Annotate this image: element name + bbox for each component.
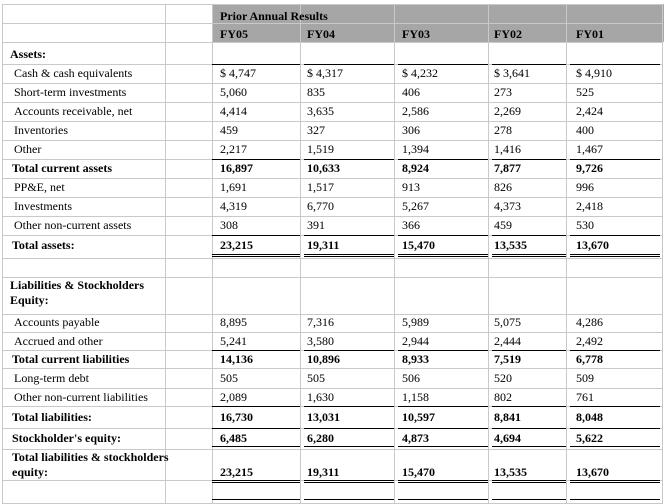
asset-row-value: 366 — [402, 218, 420, 232]
asset-row-value: $ 3,641 — [494, 66, 530, 80]
asset-row-value: 2,269 — [494, 104, 521, 118]
grid-line-horizontal — [2, 23, 662, 24]
double-underline — [398, 254, 488, 257]
asset-row-value: 8,924 — [402, 161, 429, 175]
total-liabilities-equity-value: 13,535 — [494, 465, 527, 479]
asset-row-value: 1,517 — [307, 180, 334, 194]
underline — [492, 350, 566, 351]
liability-row-label: Total liabilities: — [12, 410, 92, 424]
asset-row-value: 391 — [307, 218, 325, 232]
underline — [398, 64, 488, 65]
liability-row-value: 5,075 — [494, 315, 521, 329]
asset-row-value: $ 4,232 — [402, 66, 438, 80]
double-underline — [570, 254, 660, 257]
underline — [398, 499, 488, 500]
asset-row-value: 2,586 — [402, 104, 429, 118]
asset-row-value: 1,519 — [307, 142, 334, 156]
asset-row-value: 400 — [576, 123, 594, 137]
grid-line-horizontal — [2, 258, 662, 259]
asset-row-value: 4,319 — [220, 199, 247, 213]
underline — [492, 446, 566, 447]
liability-row-value: 8,841 — [494, 410, 521, 424]
liability-row-value: 4,694 — [494, 431, 521, 445]
asset-row-value: 996 — [576, 180, 594, 194]
year-header: FY05 — [220, 27, 248, 41]
asset-row-label: Total assets: — [12, 238, 75, 252]
double-underline — [304, 254, 394, 257]
liability-row-value: 3,580 — [307, 334, 334, 348]
liability-row-value: 2,944 — [402, 334, 429, 348]
total-liabilities-equity-label: Total liabilities & stockholders — [12, 450, 169, 464]
liability-row-value: 6,485 — [220, 431, 247, 445]
asset-row-value: 5,060 — [220, 85, 247, 99]
asset-row-value: 1,394 — [402, 142, 429, 156]
underline — [304, 235, 394, 236]
liability-row-value: 2,089 — [220, 390, 247, 404]
underline — [398, 350, 488, 351]
double-underline — [570, 480, 660, 483]
liability-row-value: 506 — [402, 371, 420, 385]
total-liabilities-equity-value: 19,311 — [307, 465, 340, 479]
asset-row-value: $ 4,747 — [220, 66, 256, 80]
asset-row-label: Cash & cash equivalents — [14, 66, 133, 80]
liability-row-value: 4,873 — [402, 431, 429, 445]
grid-line-horizontal — [2, 102, 662, 103]
underline — [304, 159, 394, 160]
liability-row-value: 10,896 — [307, 352, 340, 366]
asset-row-value: 23,215 — [220, 238, 253, 252]
liability-row-value: 802 — [494, 390, 512, 404]
asset-row-value: 835 — [307, 85, 325, 99]
total-liabilities-equity-value: 15,470 — [402, 465, 435, 479]
liability-row-value: 5,622 — [576, 431, 603, 445]
liability-row-value: 14,136 — [220, 352, 253, 366]
asset-row-value: 826 — [494, 180, 512, 194]
liability-row-value: 7,316 — [307, 315, 334, 329]
year-header: FY03 — [402, 27, 430, 41]
asset-row-value: 10,633 — [307, 161, 340, 175]
asset-row-value: 5,267 — [402, 199, 429, 213]
underline — [492, 64, 566, 65]
liability-row-value: 5,989 — [402, 315, 429, 329]
underline — [304, 499, 394, 500]
grid-line-horizontal — [2, 4, 662, 5]
underline — [570, 428, 660, 429]
asset-row-value: 15,470 — [402, 238, 435, 252]
asset-row-value: 406 — [402, 85, 420, 99]
total-liabilities-equity-value: 23,215 — [220, 465, 253, 479]
liability-row-label: Accounts payable — [14, 315, 100, 329]
underline — [570, 235, 660, 236]
grid-line-horizontal — [2, 388, 662, 389]
underline — [304, 446, 394, 447]
underline — [398, 235, 488, 236]
grid-line-horizontal — [2, 42, 662, 43]
asset-row-label: Inventories — [14, 123, 68, 137]
underline — [212, 499, 300, 500]
asset-row-value: 4,373 — [494, 199, 521, 213]
asset-row-value: 13,535 — [494, 238, 527, 252]
underline — [212, 406, 300, 407]
underline — [304, 428, 394, 429]
grid-line-vertical — [2, 4, 3, 504]
asset-row-value: 4,414 — [220, 104, 247, 118]
total-liabilities-equity-value: 13,670 — [576, 465, 609, 479]
liability-row-value: 8,895 — [220, 315, 247, 329]
liability-row-value: 10,597 — [402, 410, 435, 424]
double-underline — [398, 480, 488, 483]
underline — [492, 428, 566, 429]
asset-row-value: 459 — [220, 123, 238, 137]
underline — [398, 428, 488, 429]
grid-line-vertical — [488, 4, 489, 504]
grid-line-horizontal — [2, 121, 662, 122]
underline — [304, 350, 394, 351]
year-header: FY04 — [307, 27, 335, 41]
asset-row-value: 3,635 — [307, 104, 334, 118]
header-title: Prior Annual Results — [220, 9, 328, 23]
underline — [212, 350, 300, 351]
liability-row-label: Accrued and other — [14, 334, 103, 348]
liability-row-label: Long-term debt — [14, 371, 89, 385]
liability-row-value: 6,778 — [576, 352, 603, 366]
liability-row-label: Other non-current liabilities — [14, 390, 148, 404]
underline — [212, 235, 300, 236]
underline — [492, 235, 566, 236]
liability-row-value: 2,444 — [494, 334, 521, 348]
asset-row-label: Other non-current assets — [14, 218, 132, 232]
grid-line-horizontal — [2, 140, 662, 141]
liability-row-value: 8,933 — [402, 352, 429, 366]
asset-row-value: 913 — [402, 180, 420, 194]
underline — [304, 64, 394, 65]
asset-row-value: 19,311 — [307, 238, 340, 252]
asset-row-value: 16,897 — [220, 161, 253, 175]
grid-line-vertical — [662, 4, 663, 504]
liability-row-value: 505 — [307, 371, 325, 385]
asset-row-value: $ 4,910 — [576, 66, 612, 80]
asset-row-label: Other — [14, 142, 42, 156]
asset-row-value: 2,424 — [576, 104, 603, 118]
asset-row-value: 525 — [576, 85, 594, 99]
double-underline — [304, 480, 394, 483]
year-header: FY02 — [494, 27, 522, 41]
liabilities-heading: Liabilities & Stockholders — [10, 278, 145, 292]
liability-row-value: 13,031 — [307, 410, 340, 424]
asset-row-value: 2,217 — [220, 142, 247, 156]
underline — [492, 499, 566, 500]
asset-row-value: 2,418 — [576, 199, 603, 213]
liability-row-value: 16,730 — [220, 410, 253, 424]
asset-row-label: PP&E, net — [14, 180, 65, 194]
grid-line-horizontal — [2, 332, 662, 333]
liability-row-value: 2,492 — [576, 334, 603, 348]
underline — [398, 446, 488, 447]
underline — [570, 350, 660, 351]
liability-row-value: 520 — [494, 371, 512, 385]
asset-row-value: 1,416 — [494, 142, 521, 156]
underline — [492, 406, 566, 407]
asset-row-value: 9,726 — [576, 161, 603, 175]
asset-row-label: Short-term investments — [14, 85, 127, 99]
underline — [570, 499, 660, 500]
liability-row-value: 5,241 — [220, 334, 247, 348]
underline — [398, 159, 488, 160]
asset-row-value: 459 — [494, 218, 512, 232]
grid-line-horizontal — [2, 83, 662, 84]
underline — [212, 428, 300, 429]
grid-line-horizontal — [2, 178, 662, 179]
asset-row-label: Investments — [14, 199, 72, 213]
underline — [398, 406, 488, 407]
asset-row-value: 6,770 — [307, 199, 334, 213]
liability-row-value: 509 — [576, 371, 594, 385]
underline — [570, 64, 660, 65]
grid-line-vertical — [566, 4, 567, 504]
asset-row-value: 273 — [494, 85, 512, 99]
underline — [570, 406, 660, 407]
underline — [304, 406, 394, 407]
double-underline — [212, 480, 300, 483]
liability-row-value: 7,519 — [494, 352, 521, 366]
assets-heading: Assets: — [10, 47, 46, 61]
asset-row-value: 530 — [576, 218, 594, 232]
year-header: FY01 — [576, 27, 604, 41]
double-underline — [492, 254, 566, 257]
double-underline — [492, 480, 566, 483]
grid-line-vertical — [165, 4, 166, 504]
asset-row-value: 308 — [220, 218, 238, 232]
liability-row-label: Stockholder's equity: — [12, 431, 122, 445]
asset-row-label: Accounts receivable, net — [14, 104, 133, 118]
underline — [212, 159, 300, 160]
liability-row-label: Total current liabilities — [12, 352, 130, 366]
total-liabilities-equity-label-cont: equity: — [12, 465, 48, 479]
liability-row-value: 505 — [220, 371, 238, 385]
liability-row-value: 1,630 — [307, 390, 334, 404]
liability-row-value: 4,286 — [576, 315, 603, 329]
asset-row-value: 278 — [494, 123, 512, 137]
underline — [570, 159, 660, 160]
grid-line-vertical — [300, 4, 301, 504]
grid-line-horizontal — [2, 197, 662, 198]
asset-row-value: 13,670 — [576, 238, 609, 252]
asset-row-value: 306 — [402, 123, 420, 137]
underline — [570, 446, 660, 447]
asset-row-value: $ 4,317 — [307, 66, 343, 80]
liability-row-value: 8,048 — [576, 410, 603, 424]
liability-row-value: 1,158 — [402, 390, 429, 404]
liabilities-heading-cont: Equity: — [10, 293, 49, 307]
underline — [212, 446, 300, 447]
asset-row-value: 7,877 — [494, 161, 521, 175]
double-underline — [212, 254, 300, 257]
underline — [492, 159, 566, 160]
grid-line-horizontal — [2, 368, 662, 369]
grid-line-vertical — [394, 4, 395, 504]
grid-line-horizontal — [2, 216, 662, 217]
asset-row-value: 1,691 — [220, 180, 247, 194]
asset-row-value: 327 — [307, 123, 325, 137]
asset-row-value: 1,467 — [576, 142, 603, 156]
asset-row-label: Total current assets — [12, 161, 112, 175]
underline — [212, 64, 300, 65]
liability-row-value: 6,280 — [307, 431, 334, 445]
liability-row-value: 761 — [576, 390, 594, 404]
